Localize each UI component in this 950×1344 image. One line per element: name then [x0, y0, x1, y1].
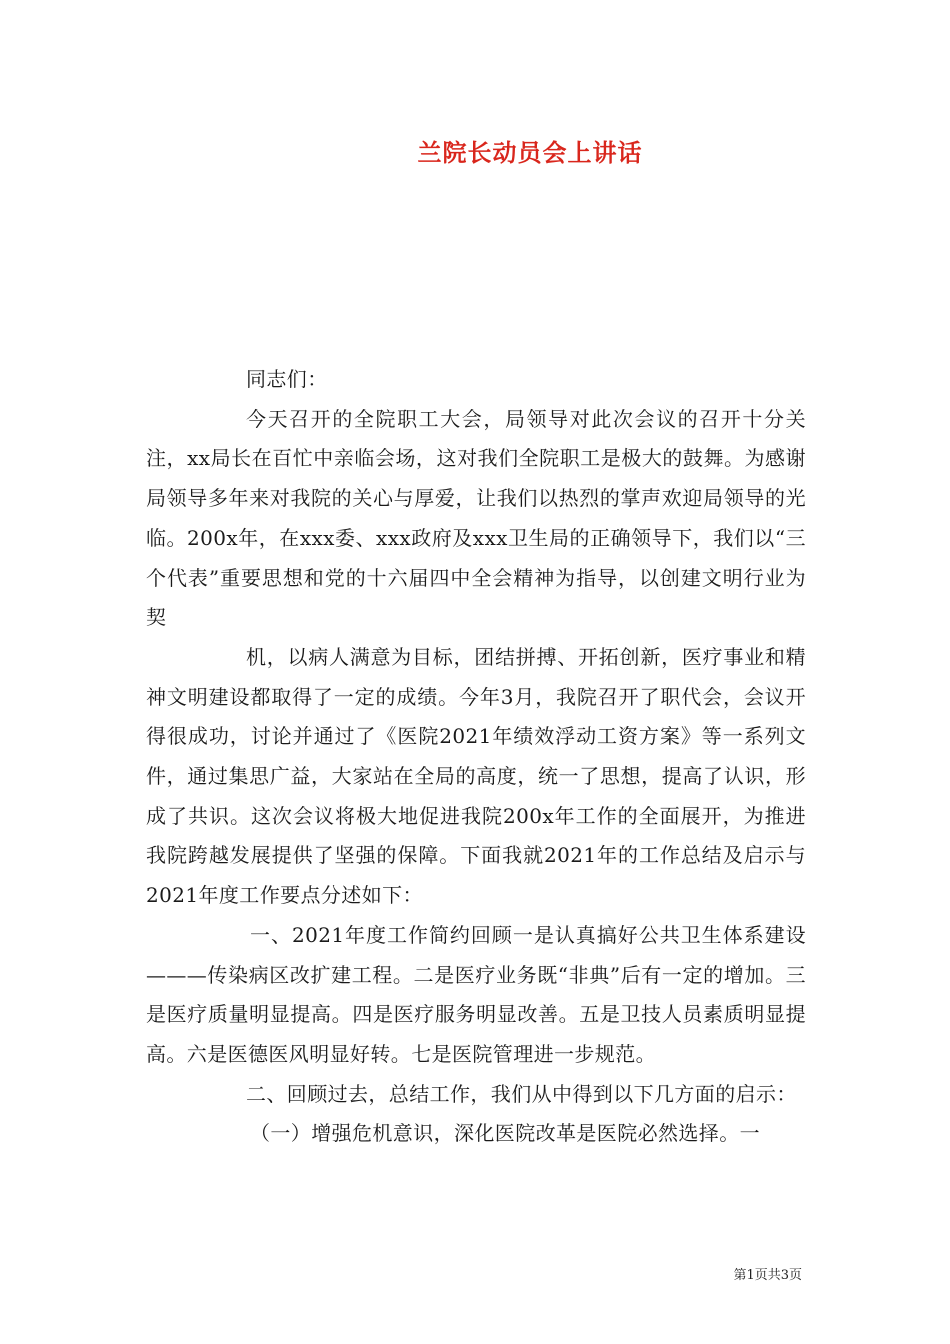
- body-paragraph: 今天召开的全院职工大会，局领导对此次会议的召开十分关注，xx局长在百忙中亲临会场，这对我们全院职工是极大的鼓舞。为感谢局领导多年来对我院的关心与厚爱，让我们以热烈的掌声欢迎局领导的光临。200x年，在xxx委、xxx政府及xxx卫生局的正确领导下，我们以“三个代表”重要思想和党的十六届四中全会精神为指导，以创建文明行业为契: [146, 406, 806, 630]
- section-paragraph: 二、回顾过去，总结工作，我们从中得到以下几方面的启示：: [246, 1081, 797, 1106]
- body-paragraph: 机，以病人满意为目标，团结拼搏、开拓创新，医疗事业和精神文明建设都取得了一定的成绩。今年3月，我院召开了职代会，会议开得很成功，讨论并通过了《医院2021年绩效浮动工资方案》等一系列文件，通过集思广益，大家站在全局的高度，统一了思想，提高了认识，形成了共识。这次会议将极大地促进我院200x年工作的全面展开，为推进我院跨越发展提供了坚强的保障。下面我就2021年的工作总结及启示与2021年度工作要点分述如下：: [146, 644, 806, 908]
- document-title: 兰院长动员会上讲话: [417, 138, 643, 167]
- greeting-paragraph: 同志们：: [246, 367, 328, 391]
- document-body: [146, 360, 806, 1154]
- page-number-footer: 第1页共3页: [733, 1268, 802, 1283]
- section-paragraph: 一、2021年度工作简约回顾一是认真搞好公共卫生体系建设———传染病区改扩建工程。二是医疗业务既“非典”后有一定的增加。三是医疗质量明显提高。四是医疗服务明显改善。五是卫技人员素质明显提高。六是医德医风明显好转。七是医院管理进一步规范。: [146, 922, 806, 1066]
- subsection-paragraph: （一）增强危机意识，深化医院改革是医院必然选择。一: [250, 1121, 760, 1146]
